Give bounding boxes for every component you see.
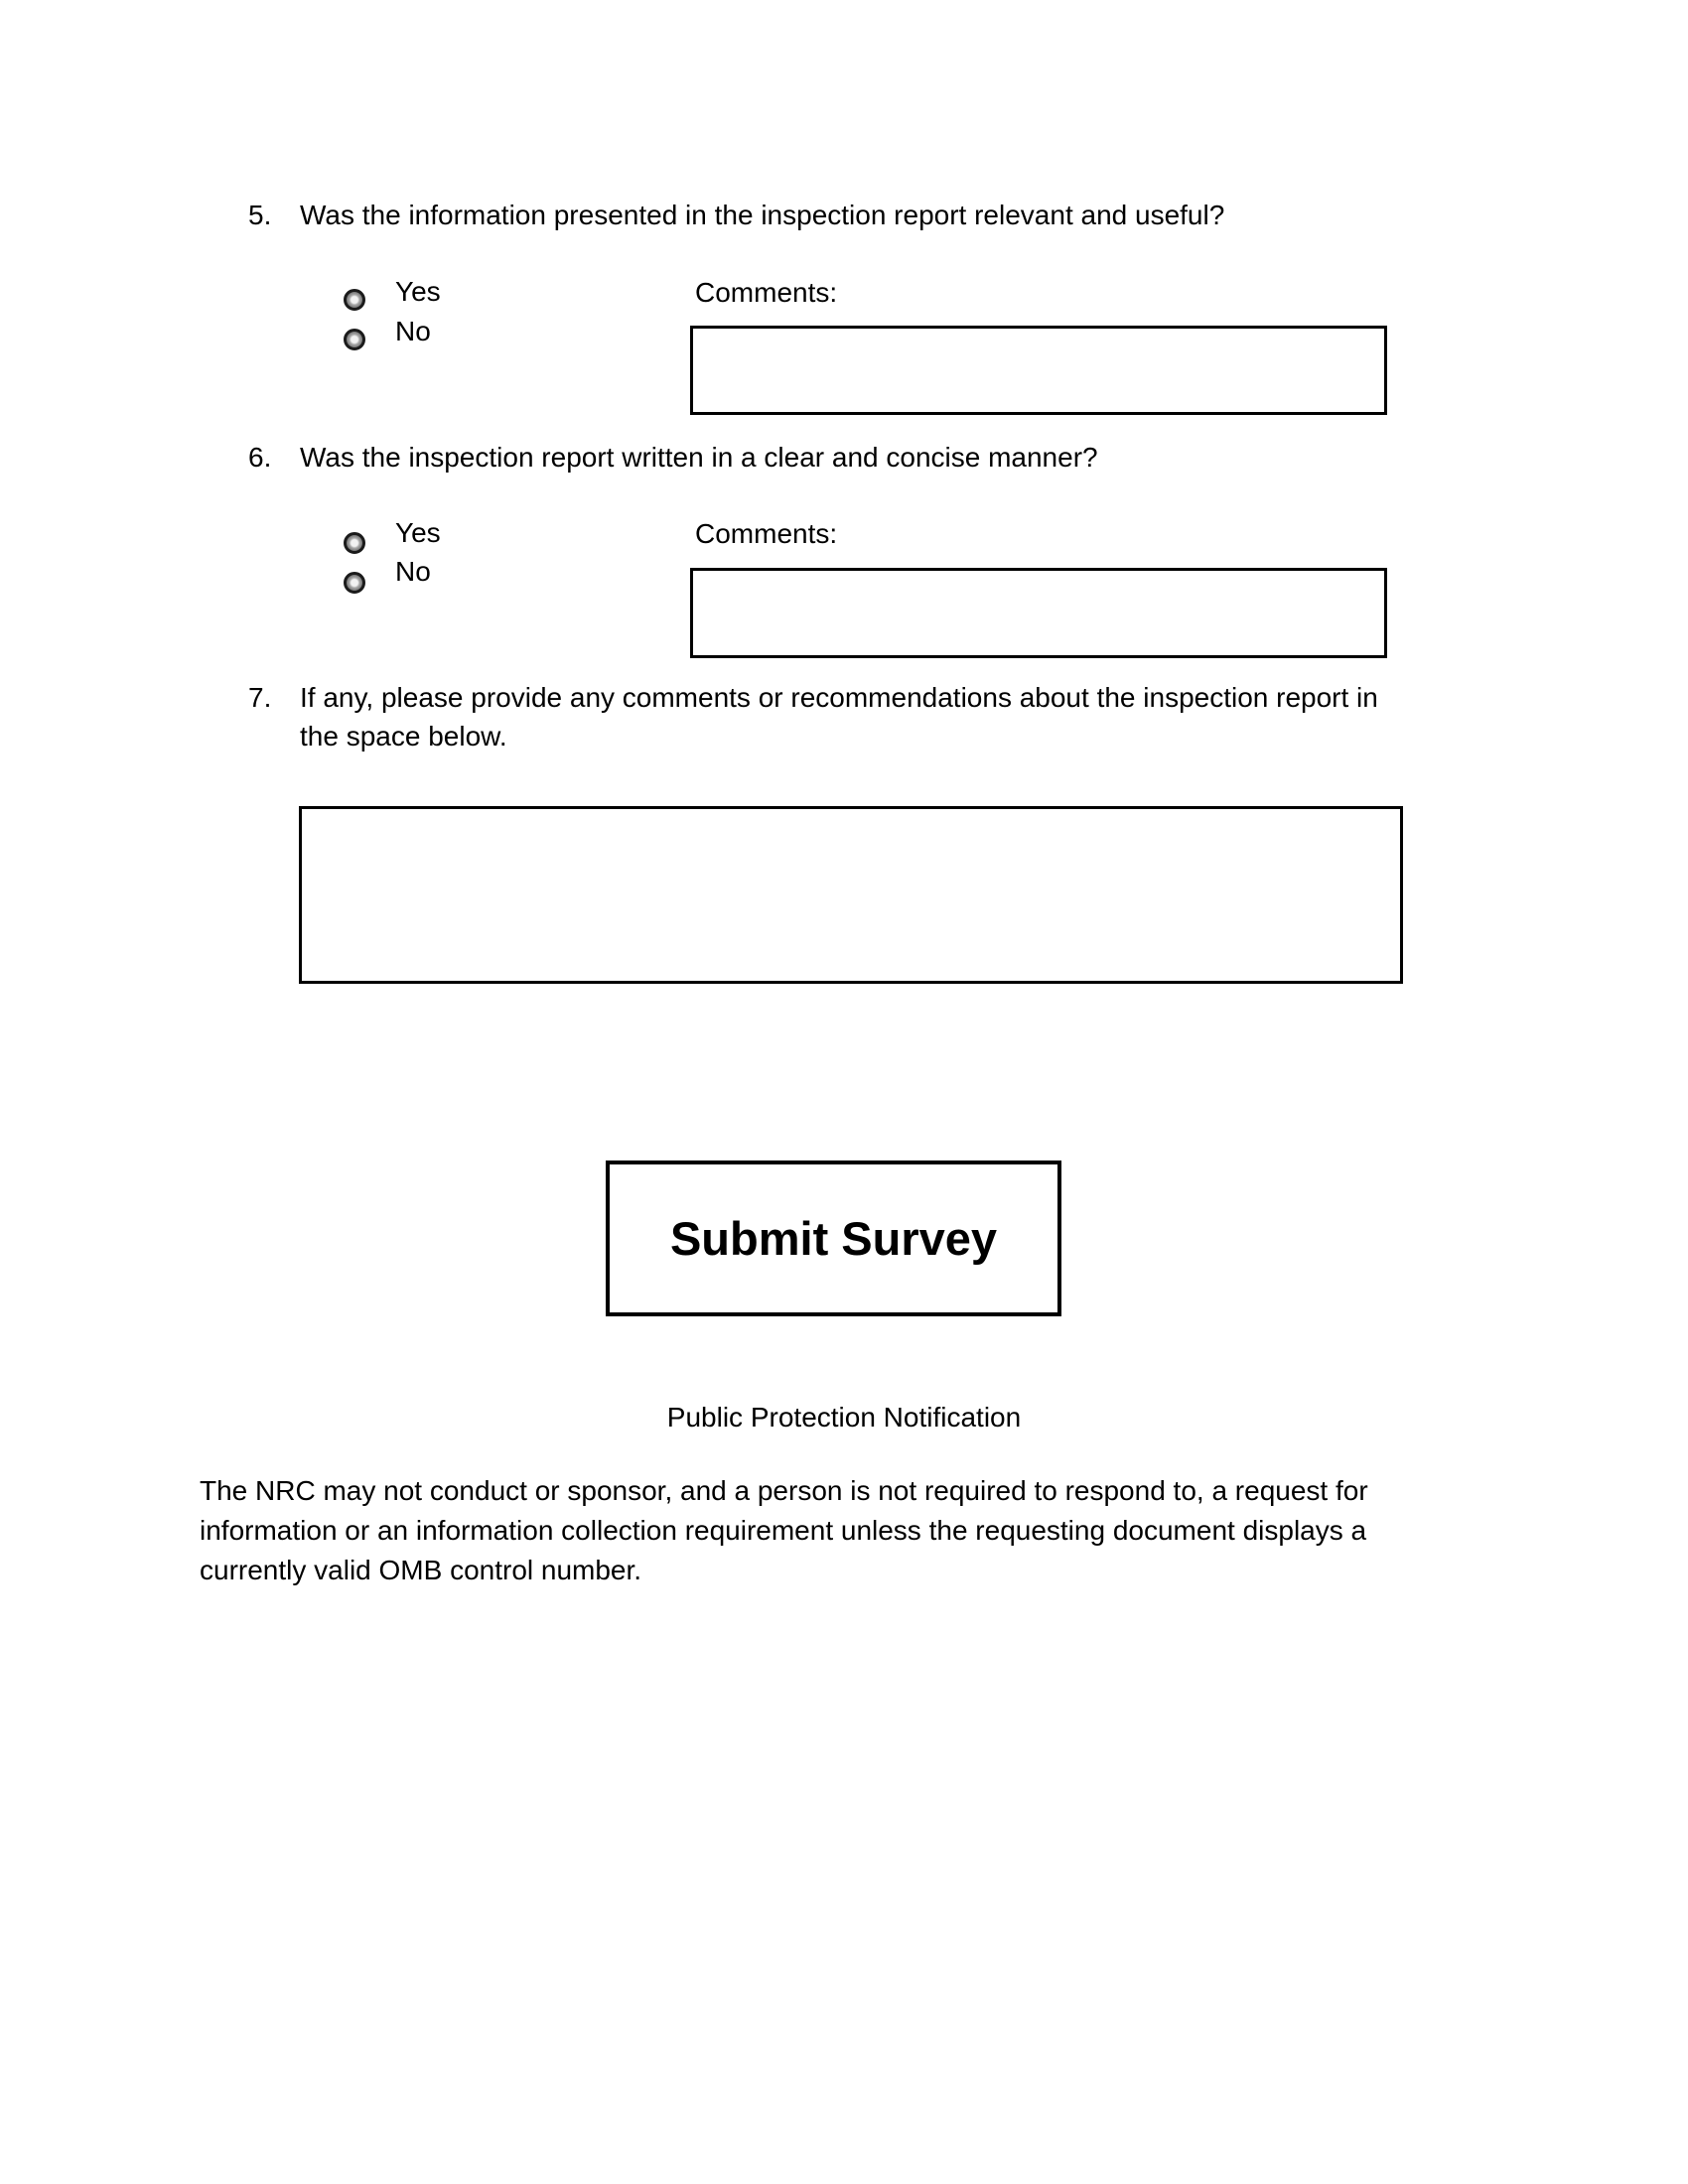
question-7-number: 7. [248, 682, 272, 713]
q6-yes-label[interactable]: Yes [395, 517, 441, 548]
q6-yes-radio[interactable] [344, 532, 365, 554]
question-7-text-line-1: If any, please provide any comments or recommendations about the inspection report in [300, 682, 1378, 713]
question-5-number: 5. [248, 200, 272, 230]
q5-yes-radio[interactable] [344, 289, 365, 311]
q6-no-radio[interactable] [344, 572, 365, 594]
q6-no-label[interactable]: No [395, 556, 431, 587]
notice-line-1: The NRC may not conduct or sponsor, and a person is not required to respond to, a request for [200, 1475, 1368, 1506]
q6-comments-label: Comments: [695, 518, 838, 549]
q6-comments-input[interactable] [690, 568, 1387, 658]
question-6-number: 6. [248, 442, 272, 473]
question-6-text: Was the inspection report written in a clear and concise manner? [300, 442, 1098, 473]
q5-yes-label[interactable]: Yes [395, 276, 441, 307]
notice-line-2: information or an information collection requirement unless the requesting document displays a [200, 1515, 1367, 1546]
q7-comments-input[interactable] [299, 806, 1403, 984]
question-5-text: Was the information presented in the inspection report relevant and useful? [300, 200, 1225, 230]
q5-comments-label: Comments: [695, 277, 838, 308]
question-7-text-line-2: the space below. [300, 721, 507, 751]
notice-paragraph [200, 1471, 1490, 1590]
notice-title: Public Protection Notification [666, 1402, 1022, 1433]
notice-line-3: currently valid OMB control number. [200, 1555, 642, 1585]
q5-no-radio[interactable] [344, 329, 365, 350]
q5-comments-input[interactable] [690, 326, 1387, 415]
submit-survey-button[interactable]: Submit Survey [606, 1160, 1061, 1316]
q5-no-label[interactable]: No [395, 316, 431, 346]
